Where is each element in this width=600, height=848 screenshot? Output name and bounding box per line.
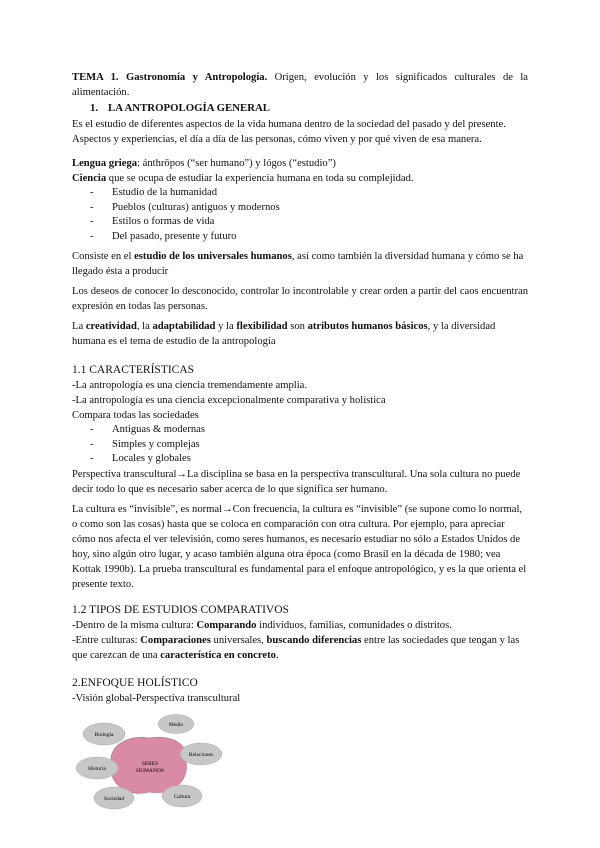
universals-paragraph: Consiste en el estudio de los universales humanos, así como también la diversidad humana y cómo se ha llegado ésta a producir [72,251,524,277]
list-item: - Pueblos (culturas) antiguos y modernos [90,201,528,216]
node-label: Historia [88,765,106,772]
characteristic-line: -La antropología es una ciencia tremendamente amplia. [72,380,308,391]
comparative-line: -Entre culturas: Comparaciones universales, buscando diferencias entre las sociedades que tengan y las que carezcan de una característica en concreto. [72,634,520,661]
human-beings-center [111,737,187,793]
diagram-node [180,743,222,765]
section11-list [72,423,528,467]
node-label: Medio [168,721,184,728]
greek-origin: Lengua griega: ánthrōpos (“ser humano”) y lógos (“estudio”) [72,158,336,169]
node-label: Biología [94,731,114,738]
list-item: - Antiguas & modernas [90,423,528,438]
invisible-culture-paragraph: La cultura es “invisible”, es normal→Con frecuencia, la cultura es “invisible” (se supone como lo normal, o como son las cosas) hasta que se coloca en comparación con otra cultura. Por ejemplo, para apreciar cómo nos afecta el ver televisión, como seres humanos, es necesario estudiar no sólo a Estados Unidos de hoy, sino algún otro lugar, y acaso también alguna otra época (como Brasil en la década de 1980; vea Kottak 1990b). La prueba transcultural es fundamental para el enfoque antropológico, y es la que orienta el presente texto. [72,503,527,590]
diagram-node [83,723,125,745]
section1-intro: Es el estudio de diferentes aspectos de la vida humana dentro de la sociedad del pasado y del presente. Aspectos y experiencias, el día a día de las personas, cómo viven y por qué viven de esa manera. [72,119,506,145]
attributes-paragraph: La creatividad, la adaptabilidad y la flexibilidad son atributos humanos básicos, y la diversidad humana es el tema de estudio de la antropología [72,321,496,347]
list-item: - Estilos o formas de vida [90,215,528,230]
diagram-node [76,757,118,779]
diagram-node [158,714,194,733]
section-heading-1-2: 1.2 TIPOS DE ESTUDIOS COMPARATIVOS [72,603,289,616]
science-definition: Ciencia que se ocupa de estudiar la experiencia humana en toda su complejidad. [72,173,414,184]
node-label: Relaciones [188,751,214,758]
characteristic-line: -La antropología es una ciencia excepcionalmente comparativa y holística [72,395,386,406]
list-item: - Locales y globales [90,452,528,467]
document-title: TEMA 1. Gastronomía y Antropología. Origen, evolución y los significados culturales de la alimentación. [72,72,528,98]
section-heading-1-1: 1.1 CARACTERÍSTICAS [72,364,195,376]
list-item: - Simples y complejas [90,438,528,453]
list-item: - Del pasado, presente y futuro [90,230,528,245]
holistic-diagram [74,712,224,810]
section-heading-2: 2.ENFOQUE HOLÍSTICO [72,676,198,689]
node-label: Sociedad [103,795,125,802]
desires-paragraph: Los deseos de conocer lo desconocido, controlar lo incontrolable y crear orden a partir del caos encuentran expresión en todas las personas. [72,286,528,312]
diagram-node [162,785,202,807]
center-label-line: HUMANOS [136,767,164,774]
section-heading-1: 1. LA ANTROPOLOGÍA GENERAL [90,102,270,114]
diagram-node [94,787,134,809]
node-label: Cultura [173,793,191,800]
holistic-line: -Visión global-Perspectiva transcultural [72,692,241,704]
comparative-line: -Dentro de la misma cultura: Comparando individuos, familias, comunidades o distritos. [72,619,452,631]
center-label-line: SERES [141,760,159,767]
section1-list [72,186,528,244]
list-item: - Estudio de la humanidad [90,186,528,201]
compare-line: Compara todas las sociedades [72,410,199,421]
transcultural-paragraph: Perspectiva transcultural→La disciplina se basa en la perspectiva transcultural. Una sola cultura no puede decir todo lo que es necesario saber acerca de lo que significa ser humano. [72,468,521,495]
